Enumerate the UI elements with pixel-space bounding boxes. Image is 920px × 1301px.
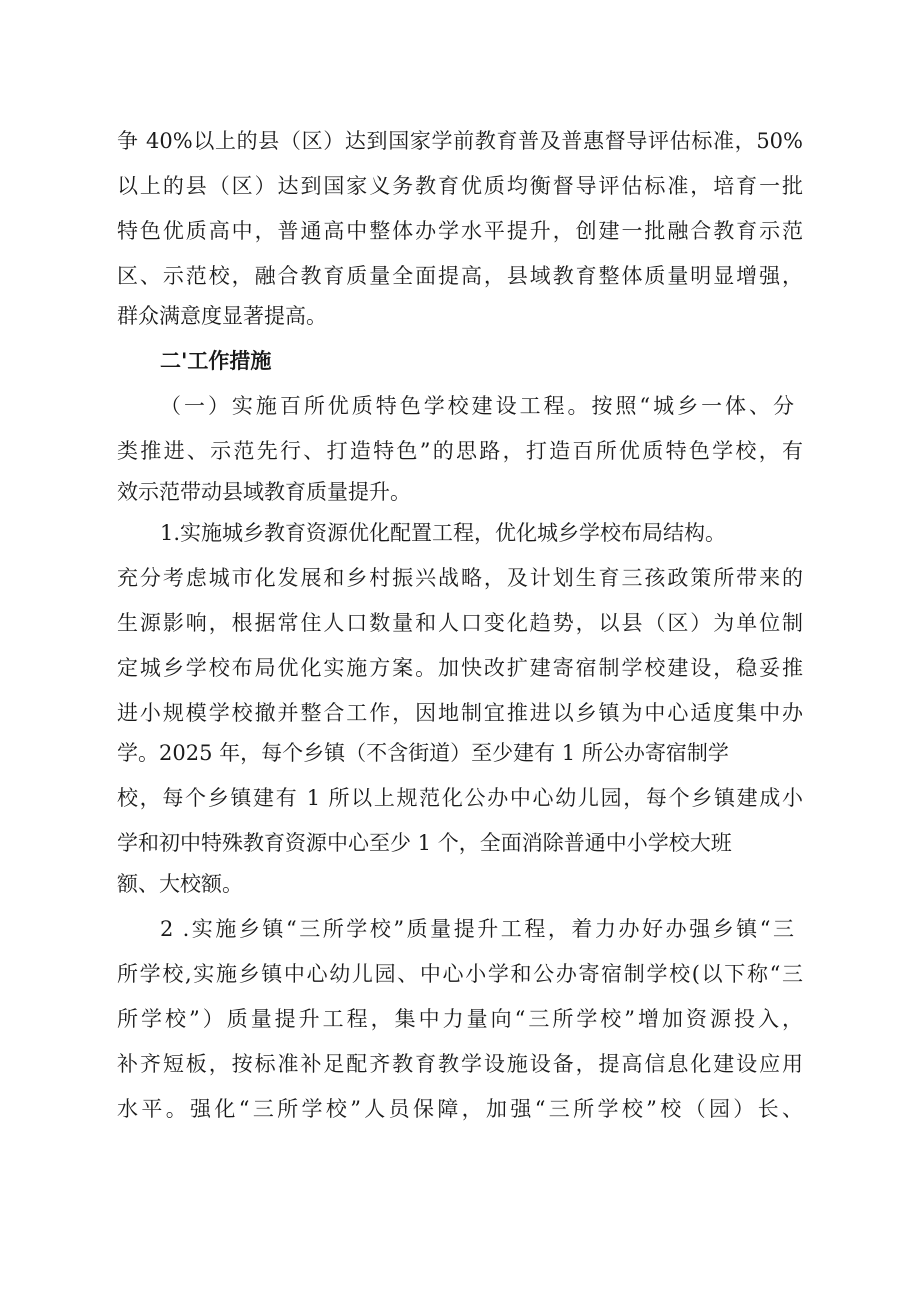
section-heading: 二'工作措施 — [160, 349, 272, 373]
paragraph-line: 以上的县（区）达到国家义务教育优质均衡督导评估标准，培育一批 — [117, 174, 803, 198]
paragraph-line: 效示范带动县域教育质量提升。 — [117, 480, 411, 504]
paragraph-line: 生源影响，根据常住人口数量和人口变化趋势，以县（区）为单位制 — [117, 611, 803, 635]
paragraph-line: 所学校”）质量提升工程，集中力量向“三所学校”增加资源投入， — [117, 1007, 803, 1031]
paragraph-line: 区、示范校，融合教育质量全面提高，县域教育整体质量明显增强， — [117, 264, 803, 288]
paragraph-line: 所学校,实施乡镇中心幼儿园、中心小学和公办寄宿制学校(以下称“三 — [117, 962, 803, 986]
subsection-heading: （一）实施百所优质特色学校建设工程。按照“城乡一体、分 — [160, 394, 794, 418]
paragraph-line: 特色优质高中，普通高中整体办学水平提升，创建一批融合教育示范 — [117, 219, 803, 243]
paragraph-line: 学和初中特殊教育资源中心至少 1 个，全面消除普通中小学校大班 — [117, 831, 732, 855]
item-heading: 1.实施城乡教育资源优化配置工程，优化城乡学校布局结构。 — [160, 521, 727, 545]
item-heading: 2 .实施乡镇“三所学校”质量提升工程，着力办好办强乡镇“三 — [160, 917, 794, 941]
paragraph-line: 定城乡学校布局优化实施方案。加快改扩建寄宿制学校建设，稳妥推 — [117, 656, 803, 680]
paragraph-line: 补齐短板，按标准补足配齐教育教学设施设备，提高信息化建设应用 — [117, 1052, 803, 1076]
paragraph-line: 校，每个乡镇建有 1 所以上规范化公办中心幼儿园，每个乡镇建成小 — [117, 786, 803, 810]
paragraph-line: 类推进、示范先行、打造特色”的思路，打造百所优质特色学校，有 — [117, 439, 803, 463]
paragraph-line: 学。2025 年，每个乡镇（不含街道）至少建有 1 所公办寄宿制学 — [117, 741, 729, 765]
paragraph-line: 群众满意度显著提高。 — [117, 304, 327, 328]
paragraph-line: 进小规模学校撤并整合工作，因地制宜推进以乡镇为中心适度集中办 — [117, 701, 803, 725]
paragraph-line: 充分考虑城市化发展和乡村振兴战略，及计划生育三孩政策所带来的 — [117, 566, 803, 590]
paragraph-line: 额、大校额。 — [117, 872, 243, 896]
paragraph-line: 水平。强化“三所学校”人员保障，加强“三所学校”校（园）长、 — [117, 1097, 803, 1121]
paragraph-line: 争 40%以上的县（区）达到国家学前教育普及普惠督导评估标准，50% — [117, 129, 803, 153]
